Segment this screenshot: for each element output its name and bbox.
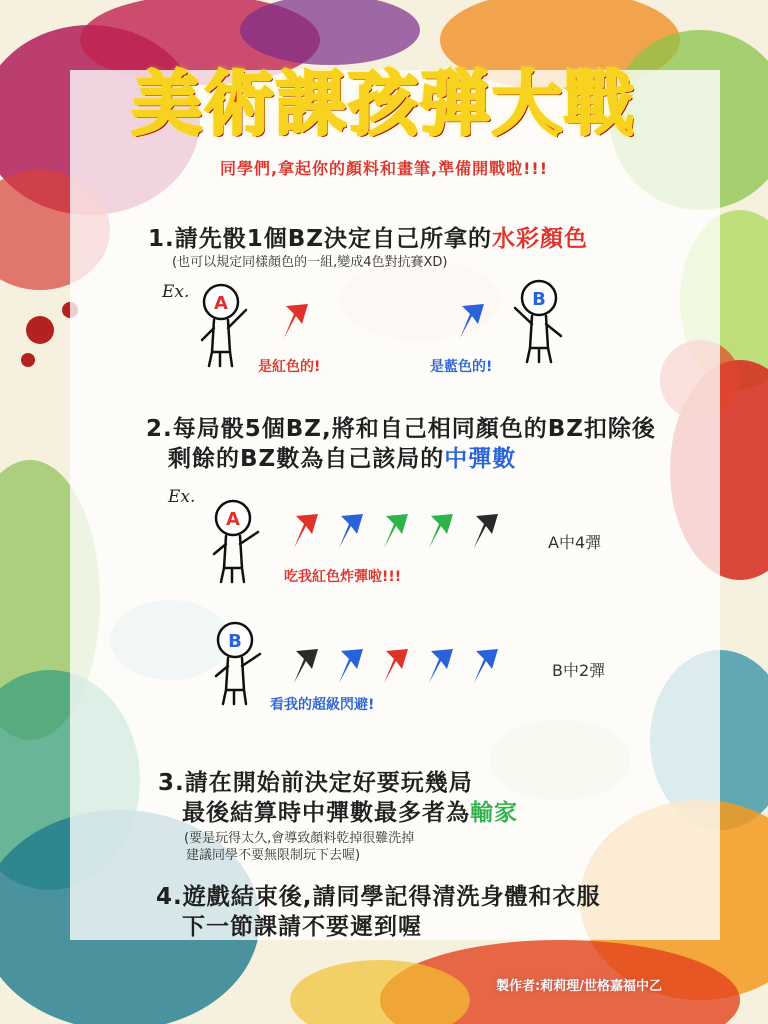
rule-3-note-1: (要是玩得太久,會導致顏料乾掉很難洗掉 (184, 831, 415, 846)
rule-4-line-1: 4.遊戲結束後,請同學記得清洗身體和衣服 (156, 884, 601, 910)
rule-1-note: (也可以規定同樣顏色的一組,變成4色對抗賽XD) (172, 255, 448, 270)
blue-horn-icon (425, 645, 457, 685)
stick-figure-a-icon (196, 282, 266, 372)
rule-3-note-2: 建議同學不要無限制玩下去喔) (186, 848, 361, 863)
blue-horn-icon (335, 510, 367, 550)
rule-2-highlight: 中彈數 (444, 446, 517, 472)
green-horn-icon (380, 510, 412, 550)
caption-red: 是紅色的! (258, 359, 321, 375)
rule-2-line-2 (168, 440, 516, 473)
blue-horn-icon (335, 645, 367, 685)
result-a: A中4彈 (548, 533, 602, 552)
example-2-label: Ex. (168, 487, 196, 507)
red-horn-icon (280, 300, 312, 340)
rule-2-line-1: 2.每局骰5個BZ,將和自己相同顏色的BZ扣除後 (146, 416, 656, 442)
rule-2-prefix: 剩餘的BZ數為自己該局的 (168, 446, 445, 472)
rule-1-text (148, 220, 588, 253)
black-horn-icon (290, 645, 322, 685)
red-horn-icon (380, 645, 412, 685)
caption-attack: 吃我紅色炸彈啦!!! (284, 569, 402, 585)
figure-b-letter: B (532, 289, 546, 310)
figure-b2-letter: B (228, 631, 242, 652)
subtitle: 同學們,拿起你的顏料和畫筆,準備開戰啦!!! (219, 159, 549, 178)
figure-a-letter: A (214, 293, 228, 314)
caption-dodge: 看我的超級閃避! (270, 697, 375, 713)
result-b: B中2彈 (552, 661, 606, 680)
stick-figure-a-attack-icon (208, 498, 278, 588)
credit: 製作者:莉莉理/世格嘉福中乙 (496, 979, 662, 994)
page-title: 美術課孩弾大戰 (132, 63, 636, 145)
rule-1-highlight: 水彩顏色 (491, 226, 588, 252)
example-1-label: Ex. (162, 282, 190, 302)
rule-4-line-2: 下一節課請不要遲到喔 (182, 914, 422, 940)
blue-horn-icon (470, 645, 502, 685)
green-horn-icon (425, 510, 457, 550)
red-horn-icon (290, 510, 322, 550)
stick-figure-b-icon (505, 278, 575, 368)
rule-3-highlight: 輸家 (470, 800, 518, 826)
black-horn-icon (470, 510, 502, 550)
caption-blue: 是藍色的! (430, 359, 493, 375)
rule-3-prefix: 最後結算時中彈數最多者為 (182, 800, 470, 826)
blue-horn-icon (456, 300, 488, 340)
figure-a2-letter: A (226, 509, 240, 530)
rule-1-prefix: 1.請先骰1個BZ決定自己所拿的 (148, 226, 492, 252)
rule-3-line-2 (182, 794, 518, 827)
rule-3-line-1: 3.請在開始前決定好要玩幾局 (158, 770, 473, 796)
